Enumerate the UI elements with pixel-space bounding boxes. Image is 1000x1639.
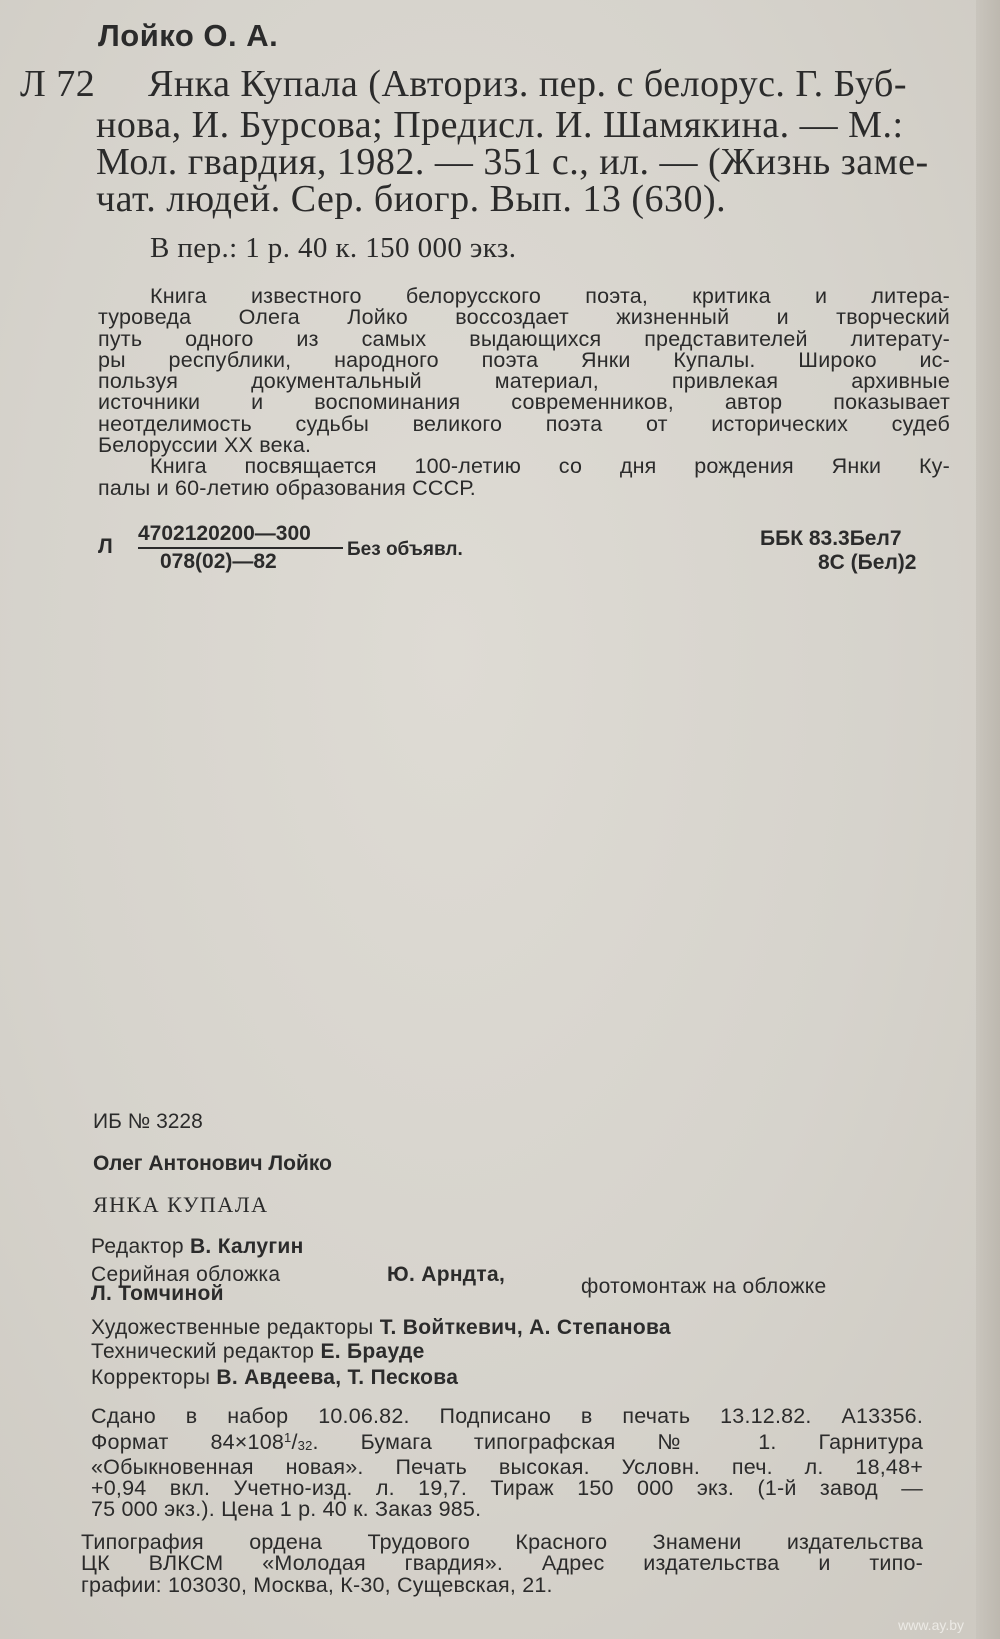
art-label: Художественные редакторы — [91, 1316, 374, 1339]
annotation-line: источники и воспоминания современников, автор показывает — [98, 390, 950, 415]
proof-names: В. Авдеева, Т. Пескова — [216, 1366, 459, 1389]
print-line: Сдано в набор 10.06.82. Подписано в печать 13.12.82. А13356. — [91, 1404, 923, 1428]
press-line: ЦК ВЛКСМ «Молодая гвардия». Адрес издательства и типо- — [81, 1551, 923, 1576]
annotation-line: ры республики, народного поэта Янки Купалы. Широко ис- — [98, 347, 950, 372]
author-full-name: Олег Антонович Лойко — [93, 1152, 332, 1175]
annotation-line: Книга посвящается 100-летию со дня рождения Янки Ку- — [150, 454, 950, 479]
cover-label: Серийная обложка — [91, 1263, 281, 1286]
biblio-line-4: чат. людей. Сер. биогр. Вып. 13 (630). — [96, 178, 727, 220]
annotation-line: неотделимость судьбы великого поэта от исторических судеб — [98, 411, 950, 436]
art-editors-line — [91, 1316, 671, 1340]
watermark: www.ay.by — [898, 1617, 964, 1633]
editor-name: В. Калугин — [189, 1235, 304, 1258]
print-details — [91, 1406, 923, 1520]
book-title: ЯНКА КУПАЛА — [93, 1192, 269, 1217]
bbk-code-1: ББК 83.3Бел7 — [760, 527, 902, 550]
editor-label: Редактор — [91, 1235, 184, 1258]
proofreaders-line — [91, 1366, 458, 1390]
annotation-line: пользуя документальный материал, привлекая архивные — [98, 369, 950, 394]
catalog-code: Л 72 — [20, 63, 96, 105]
paper-info: . Бумага типографская № 1. Гарнитура — [312, 1430, 923, 1455]
author-short: Лойко О. А. — [98, 18, 279, 53]
format-denominator: 32 — [297, 1438, 313, 1454]
ib-number: ИБ № 3228 — [93, 1110, 203, 1133]
biblio-line-3: Мол. гвардия, 1982. — 351 с., ил. — (Жизнь заме- — [96, 141, 929, 183]
tech-editor-line — [91, 1340, 425, 1364]
format-value: Формат 84×108 — [91, 1430, 285, 1455]
photo-label: фотомонтаж на обложке — [581, 1275, 827, 1298]
print-line: 75 000 экз.). Цена 1 р. 40 к. Заказ 985. — [91, 1497, 482, 1522]
print-line: +0,94 вкл. Учетно-изд. л. 19,7. Тираж 150 000 экз. (1-й завод — — [91, 1475, 923, 1500]
art-names: Т. Войткевич, А. Степанова — [379, 1316, 671, 1339]
annotation-line: Белоруссии XX века. — [98, 433, 312, 458]
annotation — [98, 286, 950, 499]
press-line: Типография ордена Трудового Красного Знамени издательства — [81, 1530, 923, 1554]
proof-label: Корректоры — [91, 1366, 211, 1389]
format-slash: / — [291, 1430, 298, 1455]
printing-house — [81, 1532, 923, 1596]
classification-denominator: 078(02)—82 — [160, 550, 277, 573]
format-numerator: 1 — [284, 1430, 292, 1446]
cover-name: Ю. Арндта, — [387, 1263, 506, 1286]
annotation-line: Книга известного белорусского поэта, критика и литера- — [150, 284, 950, 308]
editor-line — [91, 1235, 304, 1259]
tech-label: Технический редактор — [91, 1340, 315, 1363]
bbk-code-2: 8С (Бел)2 — [818, 551, 917, 574]
annotation-line: туроведа Олега Лойко воссоздает жизненный и творческий — [98, 305, 950, 330]
classification-note: Без объявл. — [347, 539, 463, 560]
classification-letter: Л — [98, 535, 113, 558]
press-line: графии: 103030, Москва, К-30, Сущевская, 21. — [81, 1572, 553, 1597]
fraction-rule — [138, 547, 343, 549]
print-line — [91, 1427, 923, 1456]
annotation-line: палы и 60-летию образования СССР. — [98, 475, 476, 500]
print-line: «Обыкновенная новая». Печать высокая. Условн. печ. л. 18,48+ — [91, 1454, 923, 1479]
classification-numerator: 4702120200—300 — [138, 522, 311, 545]
page-edge — [976, 0, 1000, 1639]
biblio-line-2: нова, И. Бурсова; Предисл. И. Шамякина. — М.: — [96, 104, 904, 146]
price-line: В пер.: 1 р. 40 к. 150 000 экз. — [150, 232, 517, 264]
photo-name: Л. Томчиной — [91, 1282, 224, 1305]
annotation-line: путь одного из самых выдающихся представителей литерату- — [98, 326, 950, 351]
tech-name: Е. Брауде — [320, 1340, 425, 1363]
biblio-line-1: Янка Купала (Авториз. пер. с белорус. Г. Буб- — [148, 63, 907, 105]
